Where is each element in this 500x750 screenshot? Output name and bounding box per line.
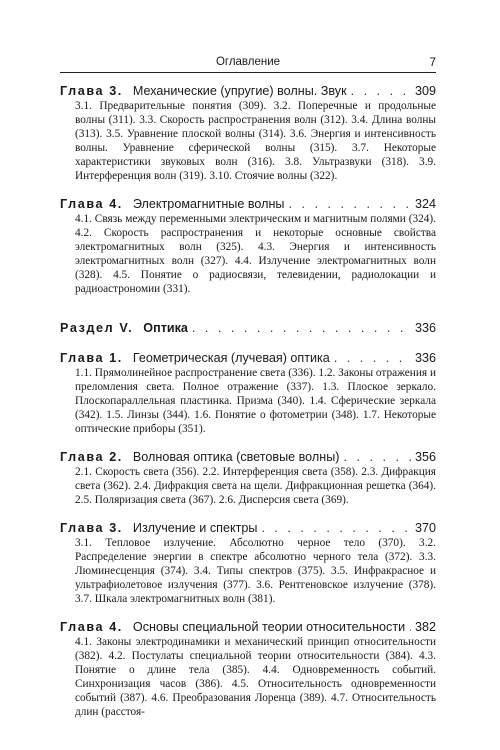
part-title: Оптика [143,321,188,335]
toc-entry-chapter [60,84,436,183]
chapter-page-number: 356 [414,450,436,464]
toc-entry-chapter [60,450,436,507]
toc-entry-part [60,321,436,336]
chapter-sections: 4.1. Законы электродинамики и механический принцип относительности (382). 4.2. Постулаты специальной теории относительности (384). 4.3. Понятие о длине тела (385). 4.4. Одновременность событий. Синхронизация часов (386). 4.5. Относительность одновременности событий (387). 4.6. Преобразования Лоренца (389). 4.7. Относительность длин (расстоя- [75,636,436,718]
toc-entry-heading [60,351,436,366]
chapter-title: Электромагнитные волны [132,197,285,211]
chapter-title: Основы специальной теории относительности [132,620,406,634]
chapter-title: Механические (упругие) волны. Звук [132,84,347,98]
chapter-sections: 1.1. Прямолинейное распространение света (336). 1.2. Законы отражения и преломления света. Полное отражение (337). 1.3. Плоское зеркало. Плоскопараллельная пластинка. Призма (340). 1.4. Сферические зеркала (342). 1.5. Линзы (344). 1.6. Понятие о фотометрии (348). 1.7. Некоторые оптические приборы (351). [75,367,436,435]
chapter-prefix: Глава 3. [60,521,123,535]
dot-leader [343,450,411,465]
toc-entry-chapter [60,620,436,719]
dot-leader [351,84,411,99]
dot-leader [334,351,411,366]
chapter-page-number: 382 [414,620,436,634]
part-page-number: 336 [414,321,436,335]
dot-leader [288,197,411,212]
dot-leader [409,620,411,635]
chapter-sections: 2.1. Скорость света (356). 2.2. Интерференция света (358). 2.3. Дифракция света (362). 2.4. Дифракция света на щели. Дифракционная решетка (364). 2.5. Поляризация света (367). 2.6. Дисперсия света (369). [75,466,436,506]
chapter-prefix: Глава 3. [60,84,123,98]
part-prefix: Раздел V. [60,321,134,335]
toc-entry-heading [60,620,436,635]
toc-entry-chapter [60,351,436,436]
page-number: 7 [429,55,436,69]
running-header [60,54,436,73]
chapter-title: Излучение и спектры [132,521,258,535]
chapter-prefix: Глава 4. [60,620,123,634]
toc-entry-heading [60,521,436,536]
toc-entry-heading [60,84,436,99]
chapter-page-number: 324 [414,197,436,211]
chapter-prefix: Глава 4. [60,197,123,211]
chapter-title: Волновая оптика (световые волны) [132,450,340,464]
toc-entry-heading [60,197,436,212]
chapter-sections: 4.1. Связь между переменными электрическим и магнитным полями (324). 4.2. Скорость распространения и некоторые основные свойства электромагнитных волн (325). 4.3. Энергия и интенсивность электромагнитных волн (327). 4.4. Излучение электромагнитных волн (328). 4.5. Понятие о радиосвязи, телевидении, радиолокации и радиоастрономии (331). [75,213,436,295]
dot-leader [261,521,411,536]
toc-entry-heading [60,321,436,336]
toc-entry-heading [60,450,436,465]
toc-entry-chapter [60,197,436,296]
table-of-contents [60,84,436,733]
chapter-sections: 3.1. Предварительные понятия (309). 3.2. Поперечные и продольные волны (311). 3.3. Скорость распространения волн (312). 3.4. Длина волны (313). 3.5. Уравнение плоской волны (314). 3.6. Энергия и интенсивность волны. Уравнение сферической волны (315). 3.7. Некоторые характеристики звуковых волн (316). 3.8. Ультразвуки (318). 3.9. Интерференция волн (319). 3.10. Стоячие волны (322). [75,100,436,182]
chapter-sections: 3.1. Тепловое излучение. Абсолютно черное тело (370). 3.2. Распределение энергии в спектре абсолютно черного тела (372). 3.3. Люминесценция (374). 3.4. Типы спектров (375). 3.5. Инфракрасное и ультрафиолетовое излучения (377). 3.6. Рентгеновское излучение (378). 3.7. Шкала электромагнитных волн (381). [75,537,436,605]
chapter-page-number: 336 [414,351,436,365]
chapter-title: Геометрическая (лучевая) оптика [132,351,330,365]
chapter-prefix: Глава 1. [60,351,123,365]
chapter-prefix: Глава 2. [60,450,123,464]
running-header-title: Оглавление [215,56,281,68]
dot-leader [192,321,411,336]
chapter-page-number: 370 [414,521,436,535]
chapter-page-number: 309 [414,84,436,98]
toc-entry-chapter [60,521,436,606]
